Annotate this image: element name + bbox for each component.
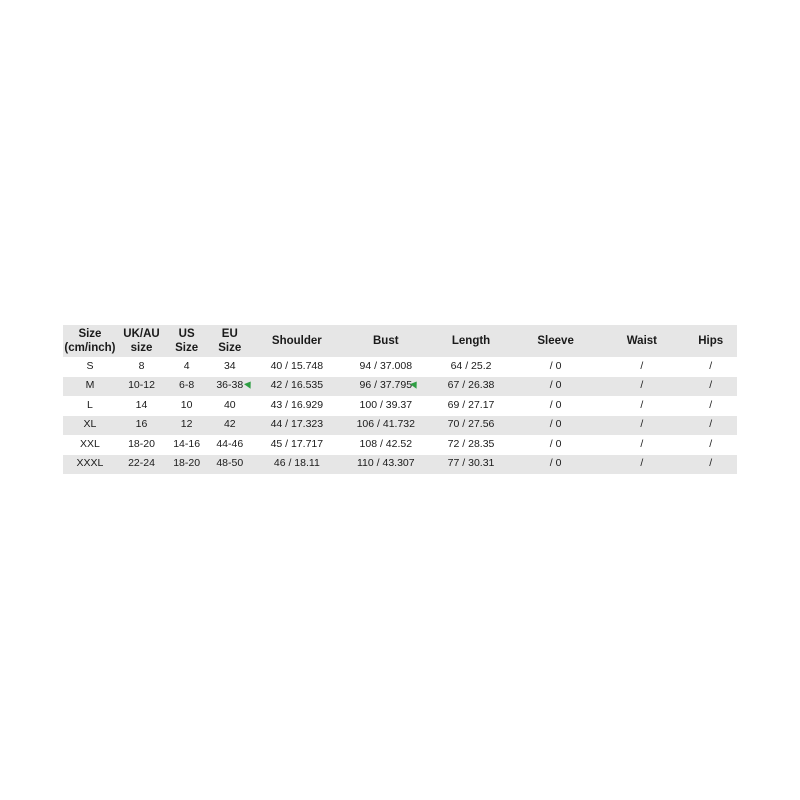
table-row	[63, 435, 737, 455]
column-header-ukau	[117, 325, 166, 357]
header-row	[63, 325, 737, 357]
cell-us: 10	[180, 398, 193, 411]
cell-ukau: 16	[135, 418, 148, 431]
cell-eu: 44-46	[216, 437, 244, 450]
table-row	[63, 455, 737, 475]
cell-sleeve: / 0	[549, 379, 562, 392]
cell-size: XXXL	[76, 457, 104, 470]
column-header-length: Length	[451, 334, 491, 347]
cell-hips: /	[709, 437, 713, 450]
column-header-eu-line1: EU	[221, 327, 238, 340]
cell-length: 69 / 27.17	[447, 398, 495, 411]
cell-shoulder: 42 / 16.535	[270, 379, 324, 392]
column-header-eu-line2: Size	[218, 342, 242, 354]
column-header-waist: Waist	[626, 334, 657, 347]
cell-bust: 108 / 42.52	[359, 437, 413, 450]
cell-waist: /	[640, 418, 644, 431]
cell-hips: /	[709, 418, 713, 431]
size-chart-table	[63, 325, 737, 474]
cell-ukau: 18-20	[128, 437, 155, 450]
cell-waist: /	[640, 359, 644, 372]
column-header-shoulder: Shoulder	[271, 334, 322, 347]
cell-eu: 34	[223, 359, 236, 372]
column-header-us	[166, 325, 207, 357]
column-header-us-line2: Size	[175, 342, 199, 354]
cell-sleeve: / 0	[549, 359, 562, 372]
cell-bust: 94 / 37.008	[359, 359, 413, 372]
table-body	[63, 357, 737, 474]
column-header-us-line1: US	[178, 327, 195, 340]
column-header-ukau-line1: UK/AU	[123, 327, 160, 340]
cell-waist: /	[640, 379, 644, 392]
cell-bust: 100 / 39.37	[359, 398, 413, 411]
column-header-hips: Hips	[698, 334, 724, 347]
cell-bust: 110 / 43.307	[356, 457, 415, 470]
cell-size: XL	[83, 418, 97, 431]
cell-length: 77 / 30.31	[447, 457, 495, 470]
cell-ukau: 14	[135, 398, 148, 411]
cell-size: XXL	[80, 437, 100, 450]
cell-hips: /	[709, 398, 713, 411]
cell-length: 72 / 28.35	[447, 437, 495, 450]
cell-length: 64 / 25.2	[450, 359, 492, 372]
cell-hips: /	[709, 359, 713, 372]
cell-size: M	[85, 379, 95, 392]
cell-ukau: 10-12	[128, 379, 155, 392]
cell-sleeve: / 0	[549, 457, 562, 470]
table-header	[63, 325, 737, 357]
cell-hips: /	[709, 379, 713, 392]
table-row	[63, 377, 737, 397]
cell-hips: /	[709, 457, 713, 470]
cell-eu: 36-38	[216, 379, 244, 392]
column-header-eu	[207, 325, 252, 357]
cell-eu: 48-50	[216, 457, 244, 470]
cell-size: S	[86, 359, 94, 372]
cell-us: 4	[183, 359, 190, 372]
cell-eu: 40	[223, 398, 236, 411]
cell-shoulder: 45 / 17.717	[270, 437, 324, 450]
cell-sleeve: / 0	[549, 437, 562, 450]
cell-eu: 42	[223, 418, 236, 431]
cell-sleeve: / 0	[549, 418, 562, 431]
column-header-bust: Bust	[373, 334, 399, 347]
cell-ukau: 22-24	[128, 457, 155, 470]
column-header-ukau-line2: size	[130, 342, 153, 354]
cell-waist: /	[640, 457, 644, 470]
column-header-sleeve: Sleeve	[537, 334, 574, 347]
cell-shoulder: 46 / 18.11	[273, 457, 320, 470]
cell-us: 14-16	[173, 437, 201, 450]
cell-us: 18-20	[173, 457, 201, 470]
cell-ukau: 8	[138, 359, 145, 372]
table-row	[63, 396, 737, 416]
table-row	[63, 416, 737, 436]
cell-shoulder: 44 / 17.323	[270, 418, 324, 431]
table-row	[63, 357, 737, 377]
cell-bust: 106 / 41.732	[356, 418, 415, 431]
cell-length: 70 / 27.56	[447, 418, 495, 431]
size-chart-container	[63, 325, 737, 474]
cell-us: 12	[180, 418, 193, 431]
cell-shoulder: 43 / 16.929	[270, 398, 324, 411]
column-header-size	[63, 325, 117, 357]
cell-shoulder: 40 / 15.748	[270, 359, 324, 372]
cell-waist: /	[640, 398, 644, 411]
cell-sleeve: / 0	[549, 398, 562, 411]
column-header-size-line1: Size	[78, 327, 102, 340]
cell-bust: 96 / 37.795	[359, 379, 413, 392]
cell-waist: /	[640, 437, 644, 450]
cell-length: 67 / 26.38	[447, 379, 495, 392]
column-header-size-line2: (cm/inch)	[64, 342, 116, 354]
cell-size: L	[87, 398, 93, 411]
cell-us: 6-8	[179, 379, 195, 392]
